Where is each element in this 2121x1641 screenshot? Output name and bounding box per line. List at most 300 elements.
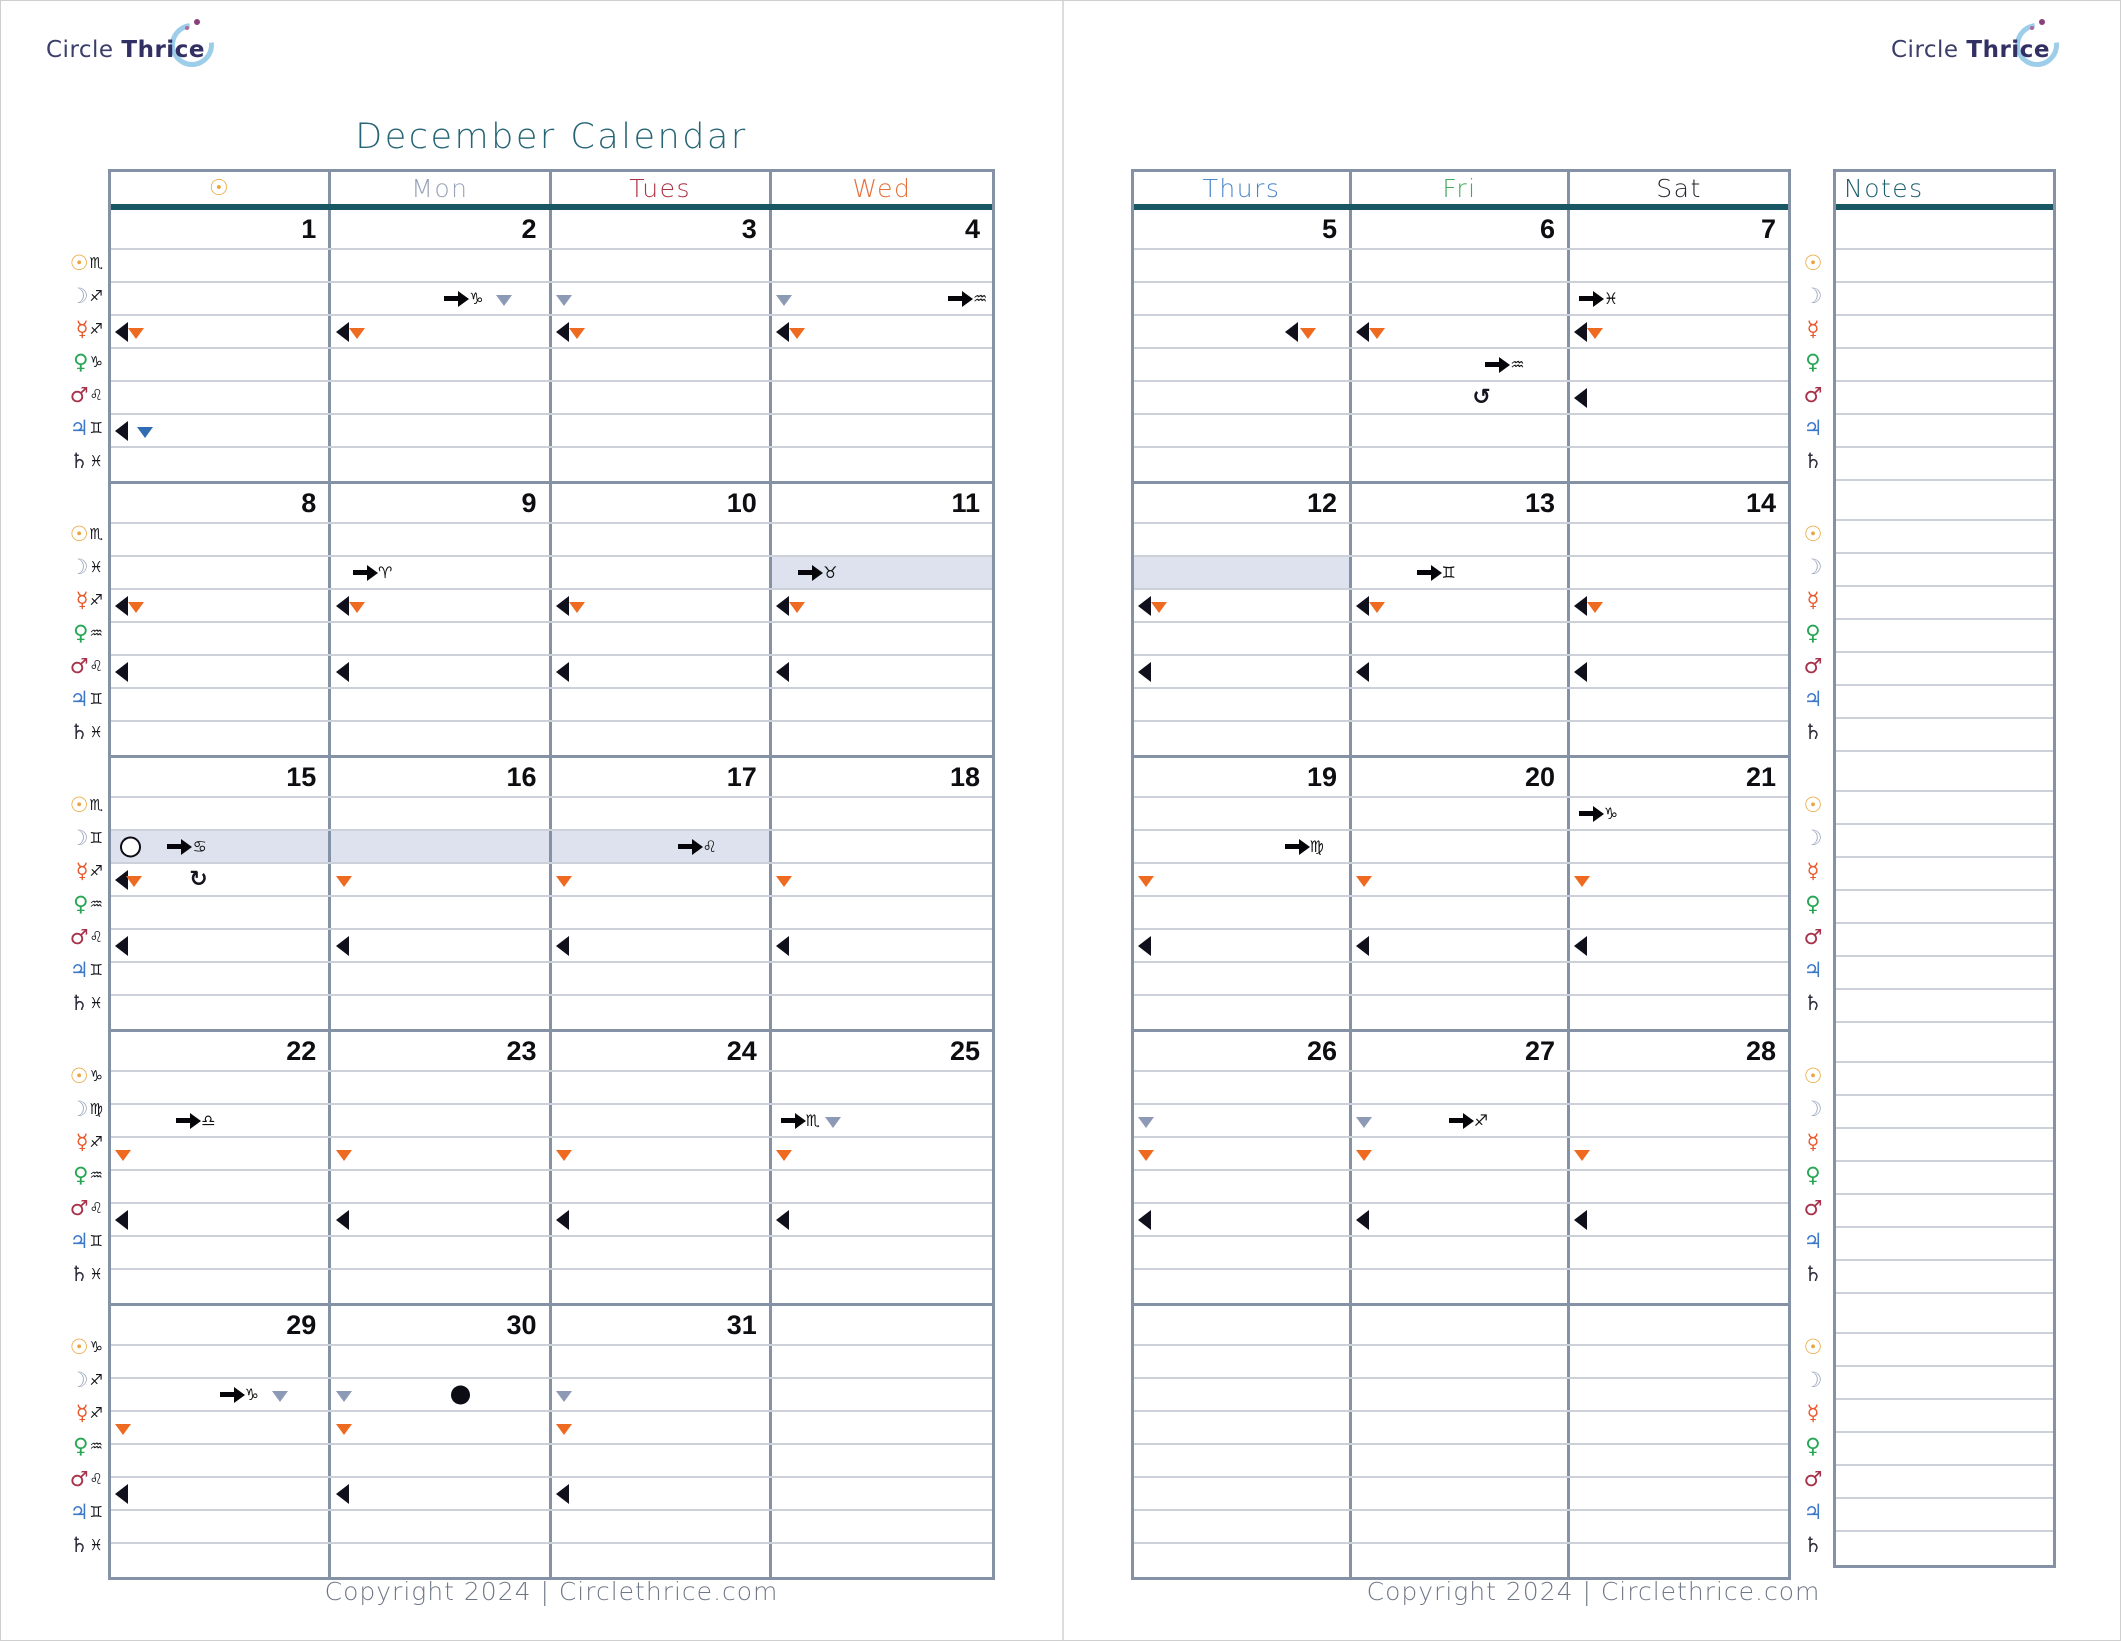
- calendar-cell: [552, 557, 772, 588]
- planet-row: [1134, 689, 1788, 722]
- calendar-cell: [111, 1544, 331, 1577]
- calendar-cell: [1570, 1445, 1788, 1476]
- calendar-cell: [331, 250, 551, 281]
- week-block: [1134, 1306, 1788, 1577]
- retrograde-marker-icon: [1356, 662, 1369, 682]
- calendar-cell: [111, 557, 331, 588]
- calendar-cell: [111, 415, 331, 446]
- retrograde-marker-icon: [1574, 936, 1587, 956]
- calendar-cell: [552, 1544, 772, 1577]
- calendar-cell: [1570, 1204, 1788, 1235]
- notes-line: [1836, 1162, 2053, 1195]
- calendar-cell: [1352, 1072, 1570, 1103]
- ingress-icon: [220, 1384, 259, 1404]
- retrograde-marker-icon: [1574, 662, 1587, 682]
- notes-line: [1836, 316, 2053, 349]
- planet-glyph: ☉: [1803, 522, 1823, 546]
- planet-glyph: ☽: [69, 1368, 89, 1392]
- margin-row: [53, 1126, 106, 1159]
- calendar-cell: [111, 689, 331, 720]
- planet-row: [1134, 996, 1788, 1029]
- calendar-cell: [331, 1511, 551, 1542]
- calendar-cell: [1134, 1346, 1352, 1377]
- shadow-marker-icon: [1151, 602, 1167, 613]
- planet-row: [1134, 1171, 1788, 1204]
- calendar-cell: [1134, 382, 1352, 413]
- zodiac-sign: ♓: [1603, 288, 1619, 308]
- calendar-cell: [772, 798, 992, 829]
- planet-glyph: ♀: [73, 350, 89, 374]
- weekday-header-row: [111, 172, 992, 210]
- arrow-icon: [1579, 296, 1593, 301]
- calendar-cell: [1134, 316, 1352, 347]
- margin-row: [1794, 1496, 1832, 1529]
- calendar-cell: [1134, 831, 1352, 862]
- retrograde-marker-icon: [336, 322, 349, 342]
- margin-row: [53, 445, 106, 478]
- planet-row: [1134, 1544, 1788, 1577]
- shadow-marker-icon: [128, 328, 144, 339]
- calendar-cell: [552, 590, 772, 621]
- planet-glyph: ♀: [1805, 892, 1821, 916]
- ingress-icon: [1417, 562, 1456, 582]
- margin-row: [1794, 412, 1832, 445]
- calendar-cell: [772, 996, 992, 1029]
- calendar-cell: [111, 1105, 331, 1136]
- notes-line: [1836, 1433, 2053, 1466]
- calendar-cell: [331, 798, 551, 829]
- calendar-cell: [111, 1237, 331, 1268]
- retrograde-marker-icon: [1138, 936, 1151, 956]
- margin-row: [53, 1496, 106, 1529]
- planet-row: [111, 897, 992, 930]
- notes-line: [1836, 415, 2053, 448]
- retrograde-marker-icon: [336, 1210, 349, 1230]
- notes-line: [1836, 1466, 2053, 1499]
- calendar-cell: [1570, 864, 1788, 895]
- calendar-cell: [331, 963, 551, 994]
- margin-row: [1794, 1258, 1832, 1291]
- calendar-cell: [1352, 590, 1570, 621]
- calendar-cell: [772, 1072, 992, 1103]
- calendar-cell: [1352, 250, 1570, 281]
- notes-line: [1836, 825, 2053, 858]
- planet-glyph: ♂: [69, 383, 89, 407]
- calendar-cell: [772, 349, 992, 380]
- calendar-cell: [1352, 524, 1570, 555]
- planet-glyph: ♂: [1803, 654, 1823, 678]
- calendar-cell: [772, 1237, 992, 1268]
- calendar-cell: [111, 283, 331, 314]
- planet-glyph: ☿: [75, 1130, 89, 1154]
- calendar-cell: [331, 897, 551, 928]
- calendar-cell: [1570, 798, 1788, 829]
- shadow-marker-icon: [336, 1424, 352, 1435]
- shadow-marker-icon: [1356, 1150, 1372, 1161]
- zodiac-sign: ♓: [89, 1536, 103, 1554]
- logo-text: Circle Thrice: [46, 37, 205, 63]
- calendar-cell: [552, 689, 772, 720]
- date-cell: [111, 758, 331, 796]
- calendar-cell: [552, 283, 772, 314]
- zodiac-sign: ♓: [89, 994, 103, 1012]
- notes-line: [1836, 554, 2053, 587]
- new-moon-icon: [451, 1385, 470, 1404]
- notes-line: [1836, 1063, 2053, 1096]
- planet-glyph: ♃: [69, 1229, 89, 1253]
- calendar-cell: [552, 1105, 772, 1136]
- calendar-cell: [772, 831, 992, 862]
- calendar-cell: [1570, 1478, 1788, 1509]
- calendar-cell: [1352, 996, 1570, 1029]
- planet-row: [111, 415, 992, 448]
- calendar-cell: [331, 930, 551, 961]
- planet-glyph: ♄: [69, 991, 89, 1015]
- planet-glyph: ♄: [1803, 991, 1823, 1015]
- planet-glyph: ☽: [1803, 826, 1823, 850]
- day-number: 5: [1321, 213, 1337, 244]
- calendar-cell: [1134, 689, 1352, 720]
- calendar-cell: [1352, 382, 1570, 413]
- margin-row: [53, 921, 106, 954]
- margin-row: [1794, 789, 1832, 822]
- date-cell: [1570, 1306, 1788, 1344]
- calendar-cell: [1352, 349, 1570, 380]
- date-cell: [772, 210, 992, 248]
- planet-glyph: ♂: [1803, 383, 1823, 407]
- calendar-cell: [1570, 1346, 1788, 1377]
- planet-glyph: ♃: [1803, 1500, 1823, 1524]
- ingress-icon: [798, 562, 838, 582]
- calendar-cell: [1570, 722, 1788, 755]
- date-cell: [331, 1032, 551, 1070]
- notes-line: [1836, 620, 2053, 653]
- calendar-cell: [1352, 1511, 1570, 1542]
- calendar-cell: [1134, 1105, 1352, 1136]
- zodiac-sign: ♐: [89, 1371, 103, 1389]
- calendar-cell: [1570, 316, 1788, 347]
- planet-glyph: ♃: [69, 958, 89, 982]
- retrograde-marker-icon: [1356, 1210, 1369, 1230]
- zodiac-sign: ♉: [823, 562, 838, 582]
- planet-row: [1134, 1445, 1788, 1478]
- margin-row: [1794, 617, 1832, 650]
- zodiac-sign: ♏: [805, 1110, 820, 1130]
- planet-row: [1134, 1478, 1788, 1511]
- calendar-cell: [111, 1270, 331, 1303]
- margin-row: [1794, 280, 1832, 313]
- calendar-cell: [1352, 1412, 1570, 1443]
- calendar-cell: [1570, 963, 1788, 994]
- date-cell: [552, 1032, 772, 1070]
- planet-glyph: ♂: [69, 654, 89, 678]
- calendar-cell: [1352, 689, 1570, 720]
- calendar-cell: [1352, 798, 1570, 829]
- margin-row: [53, 313, 106, 346]
- logo-text: Circle Thrice: [1891, 37, 2050, 63]
- calendar-cell: [1352, 448, 1570, 481]
- planet-row: [111, 623, 992, 656]
- planet-glyph: ☿: [75, 1401, 89, 1425]
- zodiac-sign: ♒: [89, 1437, 103, 1455]
- notes-line: [1836, 1096, 2053, 1129]
- day-number: 17: [726, 761, 757, 792]
- calendar-cell: [111, 1478, 331, 1509]
- calendar-cell: [331, 557, 551, 588]
- day-number: 13: [1524, 487, 1555, 518]
- margin-row: [1794, 1529, 1832, 1562]
- margin-row: [53, 954, 106, 987]
- notes-line: [1836, 1195, 2053, 1228]
- zodiac-sign: ♌: [89, 386, 103, 404]
- planet-glyph: ☽: [1803, 284, 1823, 308]
- shadow-marker-icon: [336, 876, 352, 887]
- planet-glyph: ☽: [1803, 555, 1823, 579]
- ingress-icon: [948, 288, 988, 308]
- calendar-cell: [111, 316, 331, 347]
- planet-row: [111, 448, 992, 481]
- planet-glyph: ☽: [69, 1097, 89, 1121]
- date-cell: [1570, 484, 1788, 522]
- week-block: [111, 758, 992, 1032]
- retrograde-marker-icon: [1285, 322, 1298, 342]
- planet-row: [1134, 1138, 1788, 1171]
- calendar-cell: [772, 864, 992, 895]
- calendar-cell: [1134, 448, 1352, 481]
- ingress-icon: [444, 288, 484, 308]
- day-number: 12: [1306, 487, 1337, 518]
- calendar-cell: [772, 415, 992, 446]
- calendar-cell: [1352, 963, 1570, 994]
- planet-row: [1134, 250, 1788, 283]
- planet-row: [1134, 524, 1788, 557]
- calendar-cell: [331, 590, 551, 621]
- date-cell: [331, 758, 551, 796]
- date-cell: [1134, 758, 1352, 796]
- planet-row: [111, 1204, 992, 1237]
- shadow-marker-icon: [349, 328, 365, 339]
- planet-row: [111, 1270, 992, 1303]
- zodiac-sign: ♎: [201, 1110, 216, 1130]
- calendar-cell: [1570, 1138, 1788, 1169]
- calendar-cell: [552, 963, 772, 994]
- arrow-icon: [220, 1392, 234, 1397]
- margin-row: [53, 247, 106, 280]
- retrograde-marker-icon: [776, 322, 789, 342]
- calendar-cell: [111, 996, 331, 1029]
- shadow-marker-icon: [1587, 602, 1603, 613]
- shadow-marker-icon: [349, 602, 365, 613]
- planet-glyph: ♃: [1803, 958, 1823, 982]
- planet-row: [111, 316, 992, 349]
- calendar-cell: [1570, 1105, 1788, 1136]
- planet-glyph: ♄: [1803, 1533, 1823, 1557]
- ingress-icon: [176, 1110, 216, 1130]
- margin-row: [1794, 888, 1832, 921]
- retrograde-marker-icon: [776, 1210, 789, 1230]
- calendar-cell: [552, 1346, 772, 1377]
- planet-row: [1134, 382, 1788, 415]
- retrograde-marker-icon: [1356, 322, 1369, 342]
- margin-row: [1794, 379, 1832, 412]
- shadow-marker-icon: [825, 1117, 841, 1128]
- planet-glyph: ♄: [69, 1533, 89, 1557]
- retrograde-marker-icon: [1138, 662, 1151, 682]
- zodiac-sign: ♌: [89, 657, 103, 675]
- planet-row: [1134, 415, 1788, 448]
- calendar-cell: [552, 250, 772, 281]
- planet-glyph: ☿: [1806, 588, 1820, 612]
- zodiac-sign: ♒: [89, 624, 103, 642]
- notes-line: [1836, 210, 2053, 250]
- calendar-cell: [552, 930, 772, 961]
- planet-row: [111, 1478, 992, 1511]
- zodiac-sign: ♈: [377, 562, 393, 582]
- day-number: 2: [521, 213, 537, 244]
- calendar-cell: [1134, 1171, 1352, 1202]
- planet-glyph: ♃: [69, 1500, 89, 1524]
- calendar-cell: [111, 930, 331, 961]
- ingress-icon: [678, 836, 717, 856]
- calendar-cell: [772, 1204, 992, 1235]
- retrograde-marker-icon: [115, 596, 128, 616]
- zodiac-sign: ♓: [89, 723, 103, 741]
- margin-row: [53, 1397, 106, 1430]
- calendar-cell: [331, 864, 551, 895]
- station-icon: ↺: [1472, 384, 1491, 410]
- zodiac-sign: ♑: [469, 288, 484, 308]
- planet-row: [111, 250, 992, 283]
- margin-row: [53, 346, 106, 379]
- arrow-icon: [781, 1118, 795, 1123]
- calendar-cell: [1134, 1204, 1352, 1235]
- zodiac-sign: ♐: [89, 862, 103, 880]
- shadow-marker-icon: [128, 602, 144, 613]
- planet-glyph: ♀: [73, 1434, 89, 1458]
- calendar-cell: [772, 623, 992, 654]
- zodiac-sign: ♊: [89, 1503, 103, 1521]
- margin-row: [53, 280, 106, 313]
- weekday-header: Sat: [1656, 173, 1702, 203]
- calendar-cell: [552, 623, 772, 654]
- planet-row: [1134, 1346, 1788, 1379]
- shadow-marker-icon: [1369, 602, 1385, 613]
- zodiac-sign: ♊: [1441, 562, 1456, 582]
- retrograde-marker-icon: [1138, 1210, 1151, 1230]
- calendar-cell: [111, 1511, 331, 1542]
- calendar-cell: [1570, 382, 1788, 413]
- date-cell: [111, 210, 331, 248]
- date-cell: [1352, 1032, 1570, 1070]
- zodiac-sign: ♋: [192, 836, 207, 856]
- week-block: [111, 1306, 992, 1577]
- calendar-cell: [772, 1270, 992, 1303]
- zodiac-sign: ♐: [89, 1404, 103, 1422]
- planet-row: [111, 722, 992, 755]
- planet-glyph: ♀: [1805, 1163, 1821, 1187]
- shadow-marker-icon: [1574, 1150, 1590, 1161]
- shadow-marker-icon: [1369, 328, 1385, 339]
- calendar-cell: [111, 1379, 331, 1410]
- zodiac-sign: ♌: [89, 1470, 103, 1488]
- calendar-cell: [1570, 831, 1788, 862]
- planet-row: [1134, 1511, 1788, 1544]
- shadow-marker-icon: [789, 602, 805, 613]
- planet-glyph: ☿: [1806, 859, 1820, 883]
- calendar-cell: [772, 1346, 992, 1377]
- calendar-cell: [1134, 349, 1352, 380]
- calendar-cell: [331, 1072, 551, 1103]
- date-cell: [772, 758, 992, 796]
- retrograde-marker-icon: [1356, 596, 1369, 616]
- zodiac-sign: ♊: [89, 419, 103, 437]
- calendar-cell: [111, 1445, 331, 1476]
- planet-glyph: ☉: [1803, 1335, 1823, 1359]
- calendar-cell: [552, 448, 772, 481]
- day-number: 6: [1539, 213, 1555, 244]
- calendar-cell: [772, 557, 992, 588]
- retrograde-marker-icon: [776, 596, 789, 616]
- calendar-cell: [331, 623, 551, 654]
- notes-line: [1836, 1400, 2053, 1433]
- retrograde-marker-icon: [556, 936, 569, 956]
- retrograde-marker-icon: [115, 1210, 128, 1230]
- calendar-cell: [1570, 1171, 1788, 1202]
- calendar-cell: [772, 283, 992, 314]
- calendar-cell: [1134, 864, 1352, 895]
- calendar-cell: [1134, 1270, 1352, 1303]
- planet-row: [111, 590, 992, 623]
- calendar-cell: [1352, 1270, 1570, 1303]
- day-number: 16: [506, 761, 537, 792]
- shadow-marker-icon: [556, 295, 572, 306]
- date-cell: [772, 1032, 992, 1070]
- zodiac-sign: ♑: [89, 353, 103, 371]
- calendar-cell: [1570, 689, 1788, 720]
- shadow-marker-icon: [569, 602, 585, 613]
- calendar-cell: [552, 415, 772, 446]
- calendar-cell: [331, 1270, 551, 1303]
- date-cell: [552, 758, 772, 796]
- zodiac-sign: ♊: [89, 829, 103, 847]
- arrow-icon: [167, 844, 181, 849]
- arrow-icon: [1285, 844, 1299, 849]
- margin-row: [1794, 683, 1832, 716]
- margin-row: [1794, 1397, 1832, 1430]
- calendar-cell: [1134, 623, 1352, 654]
- calendar-cell: [331, 349, 551, 380]
- day-number: 4: [964, 213, 980, 244]
- calendar-cell: [1570, 897, 1788, 928]
- calendar-cell: [772, 1171, 992, 1202]
- retrograde-marker-icon: [556, 596, 569, 616]
- calendar-cell: [1352, 1171, 1570, 1202]
- ingress-icon: [353, 562, 393, 582]
- calendar-cell: [552, 1445, 772, 1476]
- notes-header: Notes: [1836, 172, 2053, 210]
- planet-row: [111, 1412, 992, 1445]
- calendar-cell: [552, 1138, 772, 1169]
- notes-line: [1836, 891, 2053, 924]
- calendar-cell: [1134, 1138, 1352, 1169]
- day-number: 23: [506, 1035, 537, 1066]
- calendar-cell: [331, 524, 551, 555]
- date-cell: [1134, 210, 1352, 248]
- calendar-cell: [331, 1237, 551, 1268]
- margin-row: [53, 822, 106, 855]
- day-number: 14: [1745, 487, 1776, 518]
- day-number: 30: [506, 1309, 537, 1340]
